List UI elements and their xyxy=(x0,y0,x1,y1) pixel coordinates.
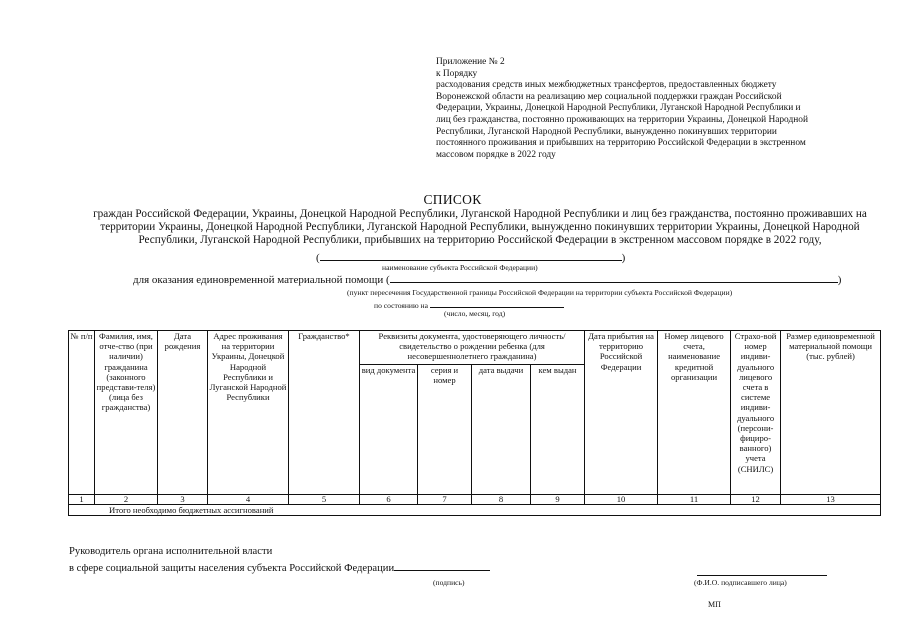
header-citizenship: Гражданство* xyxy=(289,331,360,495)
recipients-table xyxy=(68,330,881,516)
header-doc-series: серия и номер xyxy=(418,365,472,495)
appendix-line: постоянного проживания и прибывших на территорию Российской Федерации в экстренном xyxy=(436,138,806,149)
header-birth-date: Дата рождения xyxy=(158,331,208,495)
purpose-caption: (пункт пересечения Государственной границы Российской Федерации на территории субъекта Российской Федерации) xyxy=(347,288,733,297)
column-number: 11 xyxy=(658,495,731,505)
column-number: 13 xyxy=(781,495,881,505)
purpose-blank-line xyxy=(390,273,838,283)
total-label: Итого необходимо бюджетных ассигнований xyxy=(109,505,274,515)
column-number: 10 xyxy=(585,495,658,505)
column-number: 4 xyxy=(208,495,289,505)
appendix-line: расходования средств иных межбюджетных трансфертов, предоставленных бюджету xyxy=(436,80,777,91)
header-account: Номер лицевого счета, наименование кредитной организации xyxy=(658,331,731,495)
header-amount: Размер единовременной материальной помощи (тыс. рублей) xyxy=(781,331,881,495)
appendix-line: Воронежской области на реализацию мер социальной поддержки граждан Российской xyxy=(436,91,782,102)
asof-label: по состоянию на xyxy=(374,301,428,310)
appendix-line: массовом порядке в 2022 году xyxy=(436,149,556,160)
asof-blank-line xyxy=(430,299,564,308)
column-number: 9 xyxy=(531,495,585,505)
header-doc-type: вид документа xyxy=(360,365,418,495)
header-document-group: Реквизиты документа, удостоверяющего личность/свидетельство о рождении ребенка (для несовершеннолетнего гражданина) xyxy=(360,331,585,365)
appendix-line: лиц без гражданства, постоянно проживающих на территории Украины, Донецкой Народной xyxy=(436,114,808,125)
header-doc-date: дата выдачи xyxy=(472,365,531,495)
subject-close-paren: ) xyxy=(621,252,626,264)
header-num: № п/п xyxy=(69,331,95,495)
column-number: 2 xyxy=(95,495,158,505)
document-title: СПИСОК xyxy=(423,192,482,207)
header-name: Фамилия, имя, отче-ство (при наличии) гражданина (законного представи-теля) (лица без гражданства) xyxy=(95,331,158,495)
subject-blank-line xyxy=(320,251,622,261)
appendix-line: Приложение № 2 xyxy=(436,57,505,67)
column-number: 12 xyxy=(731,495,781,505)
column-number: 6 xyxy=(360,495,418,505)
column-number: 1 xyxy=(69,495,95,505)
column-number-row xyxy=(69,495,881,505)
appendix-line: Федерации, Украины, Донецкой Народной Республики, Луганской Народной Республики и xyxy=(436,103,801,114)
signatory-title-line2 xyxy=(69,562,490,574)
purpose-field xyxy=(133,273,841,286)
column-number: 7 xyxy=(418,495,472,505)
column-number: 5 xyxy=(289,495,360,505)
signature-blank-line xyxy=(394,562,490,571)
signatory-title-text: в сфере социальной защиты населения субъекта Российской Федерации xyxy=(69,563,395,574)
document-subtitle: граждан Российской Федерации, Украины, Донецкой Народной Республики, Луганской Народной Республики и лиц без гражданства, постоянно проживавших на территории Украины, Донецкой Народной Республики, Луганской Народной Республики, вынужденно покинувших территории Украины, Донецкой Народной Республики, Луганской Народной Республики, прибывших на территорию Российской Федерации в экстренном массовом порядке в 2022 году, xyxy=(93,208,867,247)
header-doc-issuer: кем выдан xyxy=(531,365,585,495)
subject-open-paren: ( xyxy=(316,252,320,264)
fio-caption: (Ф.И.О. подписавшего лица) xyxy=(694,578,787,587)
column-number: 3 xyxy=(158,495,208,505)
header-row xyxy=(69,331,881,365)
appendix-line: к Порядку xyxy=(436,68,478,79)
total-cell xyxy=(69,505,881,516)
appendix-line: Республики, Луганской Народной Республики, вынужденно покинувших территории xyxy=(436,126,777,137)
total-row xyxy=(69,505,881,516)
header-snils: Страхо-вой номер индиви-дуального лицевого счета в системе индиви-дуального (персони-фициро-ванного) учета (СНИЛС) xyxy=(731,331,781,495)
asof-caption: (число, месяц, год) xyxy=(444,309,506,318)
stamp-place-label: МП xyxy=(708,600,721,609)
appendix-block xyxy=(436,57,876,161)
header-arrival-date: Дата прибытия на территорию Российской Федерации xyxy=(585,331,658,495)
signature-caption: (подпись) xyxy=(433,578,465,587)
purpose-close-paren: ) xyxy=(837,274,842,286)
fio-blank-line xyxy=(697,575,827,576)
subject-caption: наименование субъекта Российской Федерации) xyxy=(382,263,538,272)
purpose-label: для оказания единовременной материальной помощи ( xyxy=(133,274,390,286)
signatory-title-line1: Руководитель органа исполнительной власти xyxy=(69,546,273,557)
column-number: 8 xyxy=(472,495,531,505)
header-address: Адрес проживания на территории Украины, Донецкой Народной Республики и Луганской Народной Республики xyxy=(208,331,289,495)
